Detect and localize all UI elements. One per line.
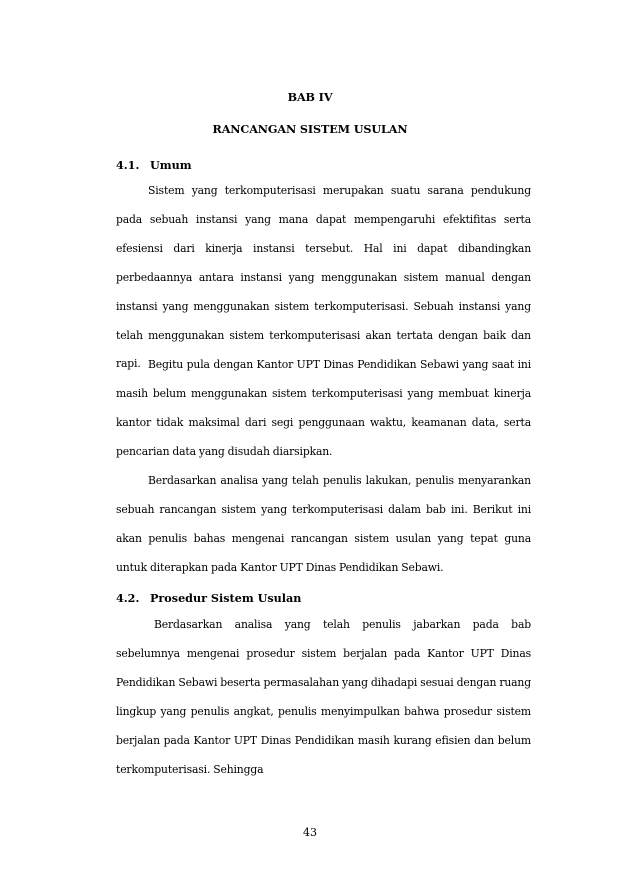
section-heading-4-2: [116, 591, 301, 605]
section-heading-4-1: [116, 158, 192, 172]
paragraph: Berdasarkan analisa yang telah penulis lakukan, penulis menyarankan sebuah rancangan sistem yang terkomputerisasi dalam bab ini. Berikut ini akan penulis bahas mengenai rancangan sistem usulan yang tepat guna untuk diterapkan pada Kantor UPT Dinas Pendidikan Sebawi.: [116, 474, 531, 574]
paragraph: Sistem yang terkomputerisasi merupakan suatu sarana pendukung pada sebuah instansi yang mana dapat mempengaruhi efektifitas serta efesiensi dari kinerja instansi tersebut. Hal ini dapat dibandingkan perbedaannya antara instansi yang menggunakan sistem manual dengan instansi yang menggunakan sistem terkomputerisasi. Sebuah instansi yang telah menggunakan sistem terkomputerisasi akan tertata dengan baik dan rapi.: [116, 184, 531, 371]
section-title: Prosedur Sistem Usulan: [150, 591, 302, 605]
paragraph: Berdasarkan analisa yang telah penulis jabarkan pada bab sebelumnya mengenai prosedur sistem berjalan pada Kantor UPT Dinas Pendidikan Sebawi beserta permasalahan yang dihadapi sesuai dengan ruang lingkup yang penulis angkat, penulis menyimpulkan bahwa prosedur sistem berjalan pada Kantor UPT Dinas Pendidikan masih kurang efisien dan belum terkomputerisasi. Sehingga: [116, 618, 531, 776]
chapter-title: RANCANGAN SISTEM USULAN: [212, 122, 408, 136]
section-title: Umum: [150, 158, 192, 172]
section-number: 4.2.: [116, 591, 140, 605]
section-number: 4.1.: [116, 158, 140, 172]
paragraph: Begitu pula dengan Kantor UPT Dinas Pendidikan Sebawi yang saat ini masih belum menggunakan sistem terkomputerisasi yang membuat kinerja kantor tidak maksimal dari segi penggunaan waktu, keamanan data, serta pencarian data yang disudah diarsipkan.: [116, 358, 531, 458]
page-number: 43: [303, 826, 317, 839]
chapter-label: BAB IV: [287, 90, 333, 104]
